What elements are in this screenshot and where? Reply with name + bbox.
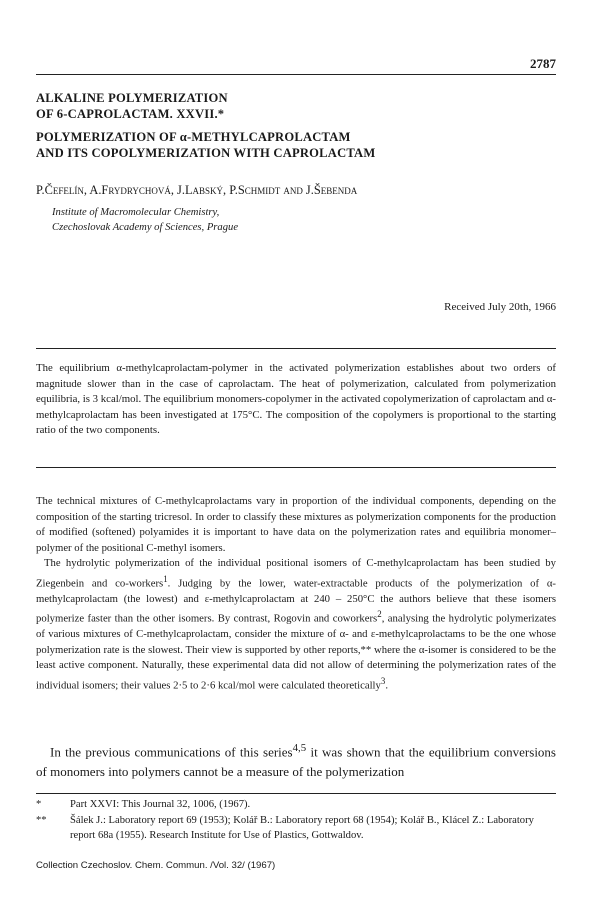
title-line-2: OF 6-CAPROLACTAM. XXVII.*	[36, 107, 225, 121]
page-number: 2787	[530, 56, 556, 71]
journal-footer: Collection Czechoslov. Chem. Commun. /Vol. 32/ (1967)	[36, 860, 276, 871]
affiliation-line-2: Czechoslovak Academy of Sciences, Prague	[52, 222, 239, 233]
received-date: Received July 20th, 1966	[444, 301, 556, 313]
footnote-rule	[36, 793, 556, 794]
abstract-top-rule	[36, 348, 556, 349]
paragraph-1: The technical mixtures of C-methylcaprolactams vary in proportion of the individual components, depending on the composition of the starting tricresol. In order to classify these mixtures as polymerization components for the production of modified (softened) polyamides it is important to have data on the polymerization rates and equilibria monomer–polymer of the positional C-methyl isomers.	[36, 495, 556, 554]
title-line-4: AND ITS COPOLYMERIZATION WITH CAPROLACTAM	[36, 146, 376, 160]
title-line-1: ALKALINE POLYMERIZATION	[36, 91, 228, 105]
authors: P.Čefelín, A.Frydrychová, J.Labský, P.Schmidt and J.Šebenda	[36, 183, 358, 197]
title-line-3: POLYMERIZATION OF α-METHYLCAPROLACTAM	[36, 130, 351, 144]
body-text	[36, 494, 556, 694]
footnotes	[36, 797, 556, 844]
paragraph-2: The hydrolytic polymerization of the individual positional isomers of C-methylcaprolactam has been studied by Ziegenbein and co-workers$^1$. Judging by the lower, water-extractable products of the polymerization of α-methylcaprolactam (the lowest) and ε-methylcaprolactam at 240 – 250°C the authors believe that these isomers polymerize faster than the other isomers. By contrast, Rogovin and coworkers$^2$, analysing the hydrolytic polymerizates of various mixtures of C-methylcaprolactam, consider the mixture of α- and ε-methylcaprolactams to be the one whose polymerization rate is the slowest. Their view is supported by other reports,** where the α-isomer is considered to be the least active component. Naturally, these experimental data did not allow of determining the polymerization rates of the individual isomers; their values 2·5 to 2·6 kcal/mol were calculated theoretically$^3$.	[36, 557, 556, 692]
abstract: The equilibrium α-methylcaprolactam-polymer in the activated polymerization establishes about two orders of magnitude slower than in the case of caprolactam. The heat of polymerization, calculated from polymerization equilibria, is 3 kcal/mol. The equilibrium monomers-copolymer in the activated copolymerization of caprolactam and α-methylcaprolactam has been investigated at 175°C. The composition of the copolymers is proportional to the starting ratio of the two components.	[36, 362, 556, 436]
citation-ref: 3	[380, 675, 386, 686]
citation-ref: 1	[163, 573, 168, 584]
citation-ref: 2	[377, 609, 382, 620]
affiliation-line-1: Institute of Macromolecular Chemistry,	[52, 207, 220, 218]
article-title	[36, 90, 556, 161]
citation-ref: 4,5	[292, 742, 307, 754]
paragraph-3: In the previous communications of this series$^{4,5}$ it was shown that the equilibrium conversions of monomers into polymers cannot be a measure of the polymerization	[36, 742, 556, 780]
abstract-bottom-rule	[36, 467, 556, 468]
footnote-2: ** Šálek J.: Laboratory report 69 (1953); Kolář B.: Laboratory report 68 (1954); Kolář B., Klácel Z.: Laboratory report 68a (1955). Research Institute for Use of Plastics, Gottwaldov.	[36, 814, 534, 841]
footnote-1: * Part XXVI: This Journal 32, 1006, (1967).	[36, 799, 251, 810]
header-rule	[36, 74, 556, 75]
affiliation	[52, 205, 552, 235]
